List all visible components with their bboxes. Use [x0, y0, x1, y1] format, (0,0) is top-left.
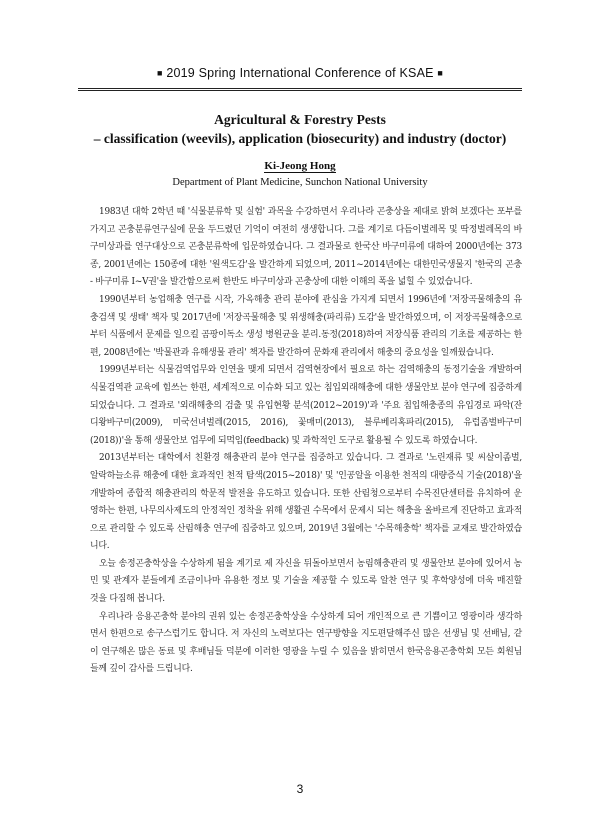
paragraph: 오늘 송정곤충학상을 수상하게 됨을 계기로 제 자신을 뒤돌아보면서 농림해충관리 및 생물안보 분야에 있어서 농민 및 관계자 분들에게 조금이나마 유용한 정보 및 기술을 제공할 수 있도록 알찬 연구 및 후학양성에 더욱 매진할 것을 다짐해 봅니다. [90, 558, 522, 605]
paragraph: 1990년부터 농업해충 연구를 시작, 가옥해충 관리 분야에 관심을 가지게 되면서 1996년에 '저장곡물해충의 유충검색 및 생태' 책자 및 2017년에 '저장곡물해충 및 위생해충(파리류) 도감'을 발간하였으며, 이 저장곡물해충으로부터 식품에서 문제를 일으킬 곰팡이독소 생성 병원균을 분리.동정(2018)하여 저장식품 관리의 기초를 제공하는 한편, 2008년에는 '박물관과 유해생물 관리' 책자를 발간하여 문화재 관리에서 해충의 중요성을 일깨웠습니다. [90, 294, 522, 358]
paragraph: 우리나라 응용곤충학 분야의 권위 있는 송정곤충학상을 수상하게 되어 개인적으로 큰 기쁨이고 영광이라 생각하면서 한편으로 송구스럽기도 합니다. 저 자신의 노력보다는 연구방향을 지도편달해주신 많은 선생님 및 선배님, 같이 연구해온 많은 동료 및 후배님들 덕분에 이러한 영광을 누릴 수 있음을 밝히면서 한국응용곤충학회 모든 회원님들께 깊이 감사를 드립니다. [90, 611, 522, 675]
paragraph: 1983년 대학 2학년 때 '식물분류학 및 실험' 과목을 수강하면서 우리나라 곤충상을 제대로 밝혀 보겠다는 포부를 가지고 곤충분류연구실에 문을 두드렸던 기억이 여전히 생생합니다. 그를 계기로 다듬이벌레목 및 딱정벌레목의 바구미상과를 연구대상으로 곤충분류학에 입문하였습니다. 그 결과물로 한국산 바구미류에 대하여 2000년에는 373종, 2001년에는 150종에 대한 '원색도감'을 발간하게 되었으며, 2011~2014년에는 대한민국생물지 '한국의 곤충 - 바구미류 I~V권'을 발간함으로써 한반도 바구미상과 곤충상에 대한 이해의 폭을 넓힐 수 있었습니다. [90, 207, 522, 288]
header-text: 2019 Spring International Conference of KSAE [166, 66, 434, 80]
page-number: 3 [296, 782, 304, 796]
body-text [90, 204, 522, 679]
author-affiliation: Department of Plant Medicine, Sunchon National University [172, 177, 428, 188]
header-rule-top [78, 88, 522, 89]
paragraph: 1999년부터는 식물검역업무와 인연을 맺게 되면서 검역현장에서 필요로 하는 검역해충의 동정기술을 개발하여 식물검역관 교육에 힘쓰는 한편, 세계적으로 이슈화 되고 있는 침입외래해충에 대한 생물안보 분야 연구에 집중하게 되었습니다. 그 결과로 '외래해충의 검출 및 유입현황 분석(2012~2019)'과 '주요 침입해충종의 유입경로 파악(잔디왕바구미(2009), 미국선녀벌레(2015, 2016), 꽃매미(2013), 블루베리혹파리(2015), 유럽좀벌바구미(2018))'을 통해 생물안보 업무에 되먹임(feedback) 및 과학적인 도구로 활용될 수 있도록 하였습니다. [90, 365, 522, 446]
running-header [0, 66, 600, 80]
header-rule-bottom [78, 90, 522, 91]
author-name-text: Ki-Jeong Hong [264, 160, 336, 172]
header-square-icon-right: ■ [437, 68, 443, 78]
paper-title-line-1: Agricultural & Forestry Pests [214, 112, 386, 127]
paper-title-line-2: – classification (weevils), application (biosecurity) and industry (doctor) [93, 131, 507, 146]
header-square-icon-left: ■ [157, 68, 163, 78]
author-name [0, 160, 600, 172]
paragraph: 2013년부터는 대학에서 친환경 해충관리 분야 연구를 집중하고 있습니다. 그 결과로 '노린재류 및 씨살이좀벌, 알락하늘소류 해충에 대한 효과적인 천적 탐색(2015~2018)' 및 '인공알을 이용한 천적의 대량증식 기술(2018)'을 개발하여 종합적 해충관리의 학문적 발전을 유도하고 있습니다. 또한 산림청으로부터 수목진단센터를 유치하여 운영하는 한편, 나무의사제도의 안정적인 정착을 위해 생활권 수목에서 문제시 되는 해충을 올바르게 진단하고 효과적으로 관리할 수 있도록 산림해충 연구에 집중하고 있으며, 2019년 3월에는 '수목해충학' 책자를 교재로 발간하였습니다. [90, 453, 522, 552]
